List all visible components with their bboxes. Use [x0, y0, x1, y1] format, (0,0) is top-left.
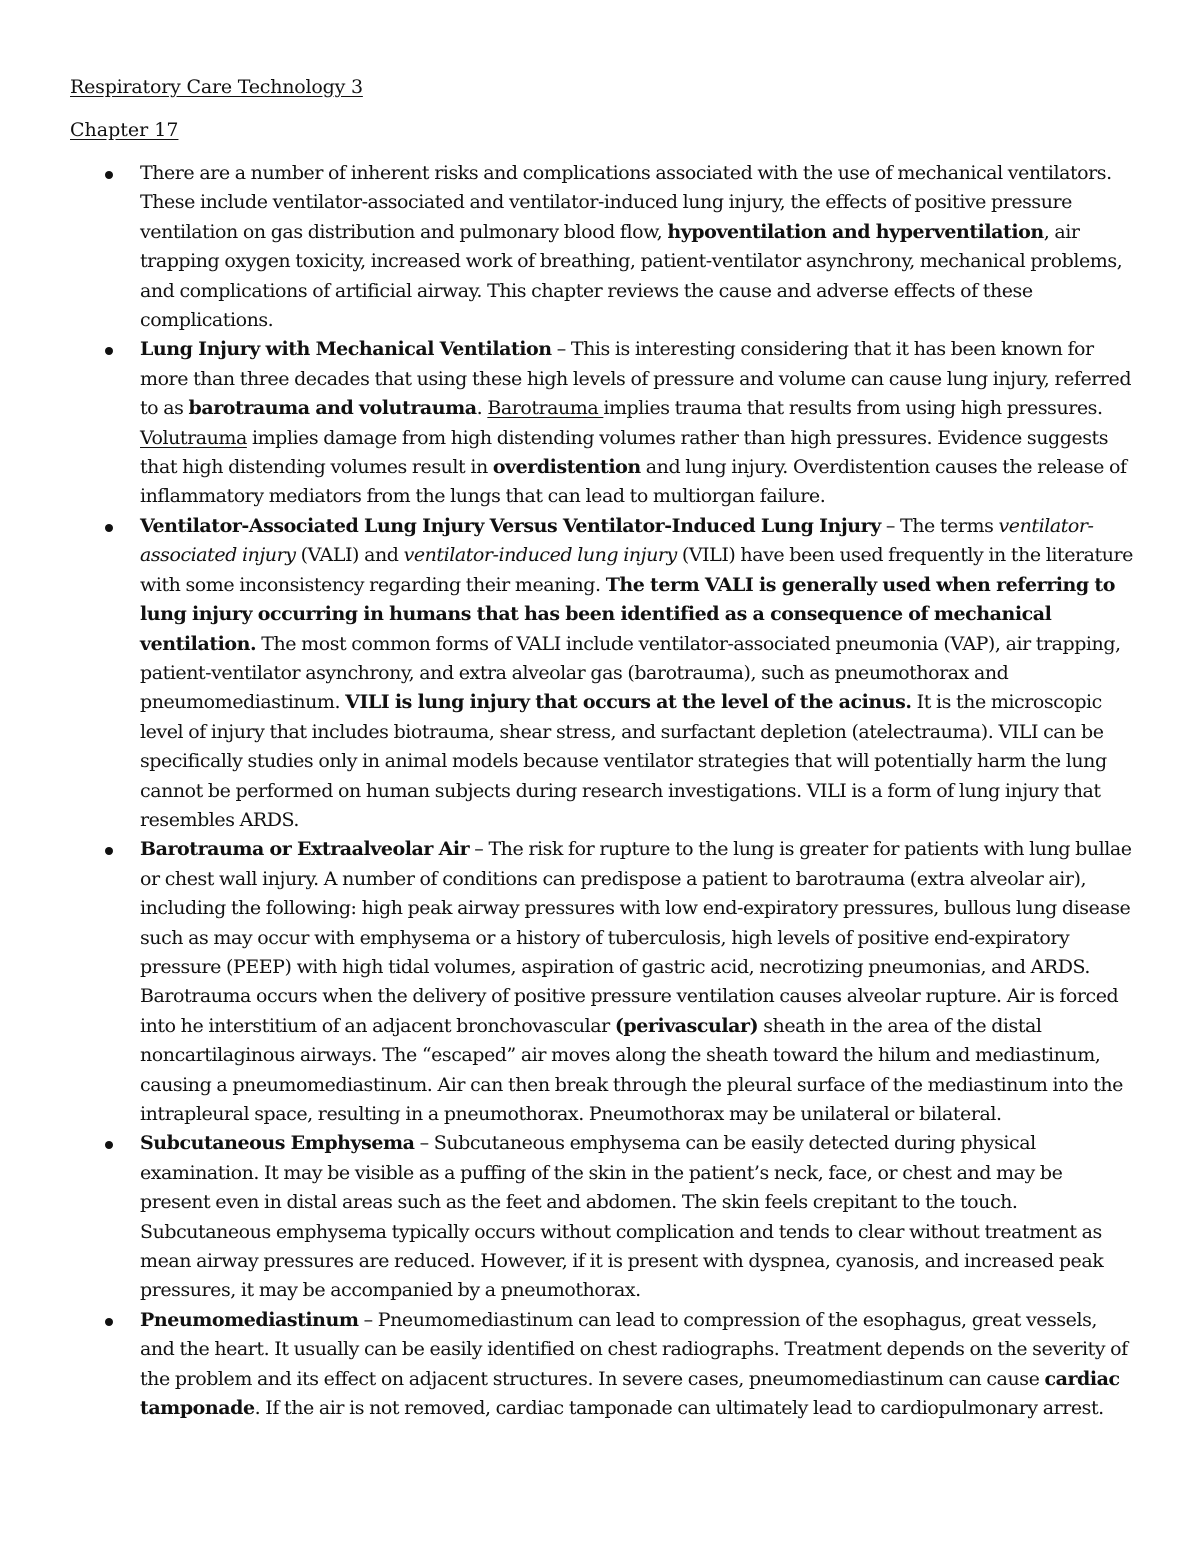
item-heading: Ventilator-Associated Lung Injury Versus Ventilator-Induced Lung Injury: [140, 514, 881, 537]
bullet-icon: [105, 847, 113, 855]
item-heading: Subcutaneous Emphysema: [140, 1132, 415, 1155]
list-item: Ventilator-Associated Lung Injury Versus Ventilator-Induced Lung Injury – The terms ventilator-associated injury (VALI) and ventilator-induced lung injury (VILI) have been used frequently in the literature with some inconsistency regarding their meaning. The term VALI is generally used when referring to lung injury occurring in humans that has been identified as a consequence of mechanical ventilation. The most common forms of VALI include ventilator-associated pneumonia (VAP), air trapping, patient-ventilator asynchrony, and extra alveolar gas (barotrauma), such as pneumothorax and pneumomediastinum. VILI is lung injury that occurs at the level of the acinus. It is the microscopic level of injury that includes biotrauma, shear stress, and surfactant depletion (atelectrauma). VILI can be specifically studies only in animal models because ventilator strategies that will potentially harm the lung cannot be performed on human subjects during research investigations. VILI is a form of lung injury that resembles ARDS.: [140, 512, 1133, 835]
bullet-list: [140, 159, 1133, 1423]
list-item: Barotrauma or Extraalveolar Air – The risk for rupture to the lung is greater for patients with lung bullae or chest wall injury. A number of conditions can predispose a patient to barotrauma (extra alveolar air), including the following: high peak airway pressures with low end-expiratory pressures, bullous lung disease such as may occur with emphysema or a history of tuberculosis, high levels of positive end-expiratory pressure (PEEP) with high tidal volumes, aspiration of gastric acid, necrotizing pneumonias, and ARDS. Barotrauma occurs when the delivery of positive pressure ventilation causes alveolar rupture. Air is forced into he interstitium of an adjacent bronchovascular (perivascular) sheath in the area of the distal noncartilaginous airways. The “escaped” air moves along the sheath toward the hilum and mediastinum, causing a pneumomediastinum. Air can then break through the pleural surface of the mediastinum into the intrapleural space, resulting in a pneumothorax. Pneumothorax may be unilateral or bilateral.: [140, 835, 1133, 1129]
list-item: There are a number of inherent risks and complications associated with the use of mechanical ventilators. These include ventilator-associated and ventilator-induced lung injury, the effects of positive pressure ventilation on gas distribution and pulmonary blood flow, hypoventilation and hyperventilation, air trapping oxygen toxicity, increased work of breathing, patient-ventilator asynchrony, mechanical problems, and complications of artificial airway. This chapter reviews the cause and adverse effects of these complications.: [140, 159, 1133, 335]
chapter-heading: Chapter 17: [70, 119, 179, 141]
list-item: Pneumomediastinum – Pneumomediastinum can lead to compression of the esophagus, great vessels, and the heart. It usually can be easily identified on chest radiographs. Treatment depends on the severity of the problem and its effect on adjacent structures. In severe cases, pneumomediastinum can cause cardiac tamponade. If the air is not removed, cardiac tamponade can ultimately lead to cardiopulmonary arrest.: [140, 1306, 1133, 1424]
bullet-icon: [105, 1141, 113, 1149]
item-heading: Lung Injury with Mechanical Ventilation: [140, 338, 552, 361]
bullet-icon: [105, 347, 113, 355]
bullet-icon: [105, 524, 113, 532]
list-item: Subcutaneous Emphysema – Subcutaneous emphysema can be easily detected during physical examination. It may be visible as a puffing of the skin in the patient’s neck, face, or chest and may be present even in distal areas such as the feet and abdomen. The skin feels crepitant to the touch. Subcutaneous emphysema typically occurs without complication and tends to clear without treatment as mean airway pressures are reduced. However, if it is present with dyspnea, cyanosis, and increased peak pressures, it may be accompanied by a pneumothorax.: [140, 1129, 1133, 1305]
bullet-icon: [105, 1318, 113, 1326]
item-heading: Pneumomediastinum: [140, 1308, 359, 1331]
item-heading: Barotrauma or Extraalveolar Air: [140, 838, 470, 861]
list-item: Lung Injury with Mechanical Ventilation – This is interesting considering that it has been known for more than three decades that using these high levels of pressure and volume can cause lung injury, referred to as barotrauma and volutrauma. Barotrauma implies trauma that results from using high pressures. Volutrauma implies damage from high distending volumes rather than high pressures. Evidence suggests that high distending volumes result in overdistention and lung injury. Overdistention causes the release of inflammatory mediators from the lungs that can lead to multiorgan failure.: [140, 335, 1133, 511]
bullet-icon: [105, 171, 113, 179]
document-title: Respiratory Care Technology 3: [70, 76, 363, 98]
